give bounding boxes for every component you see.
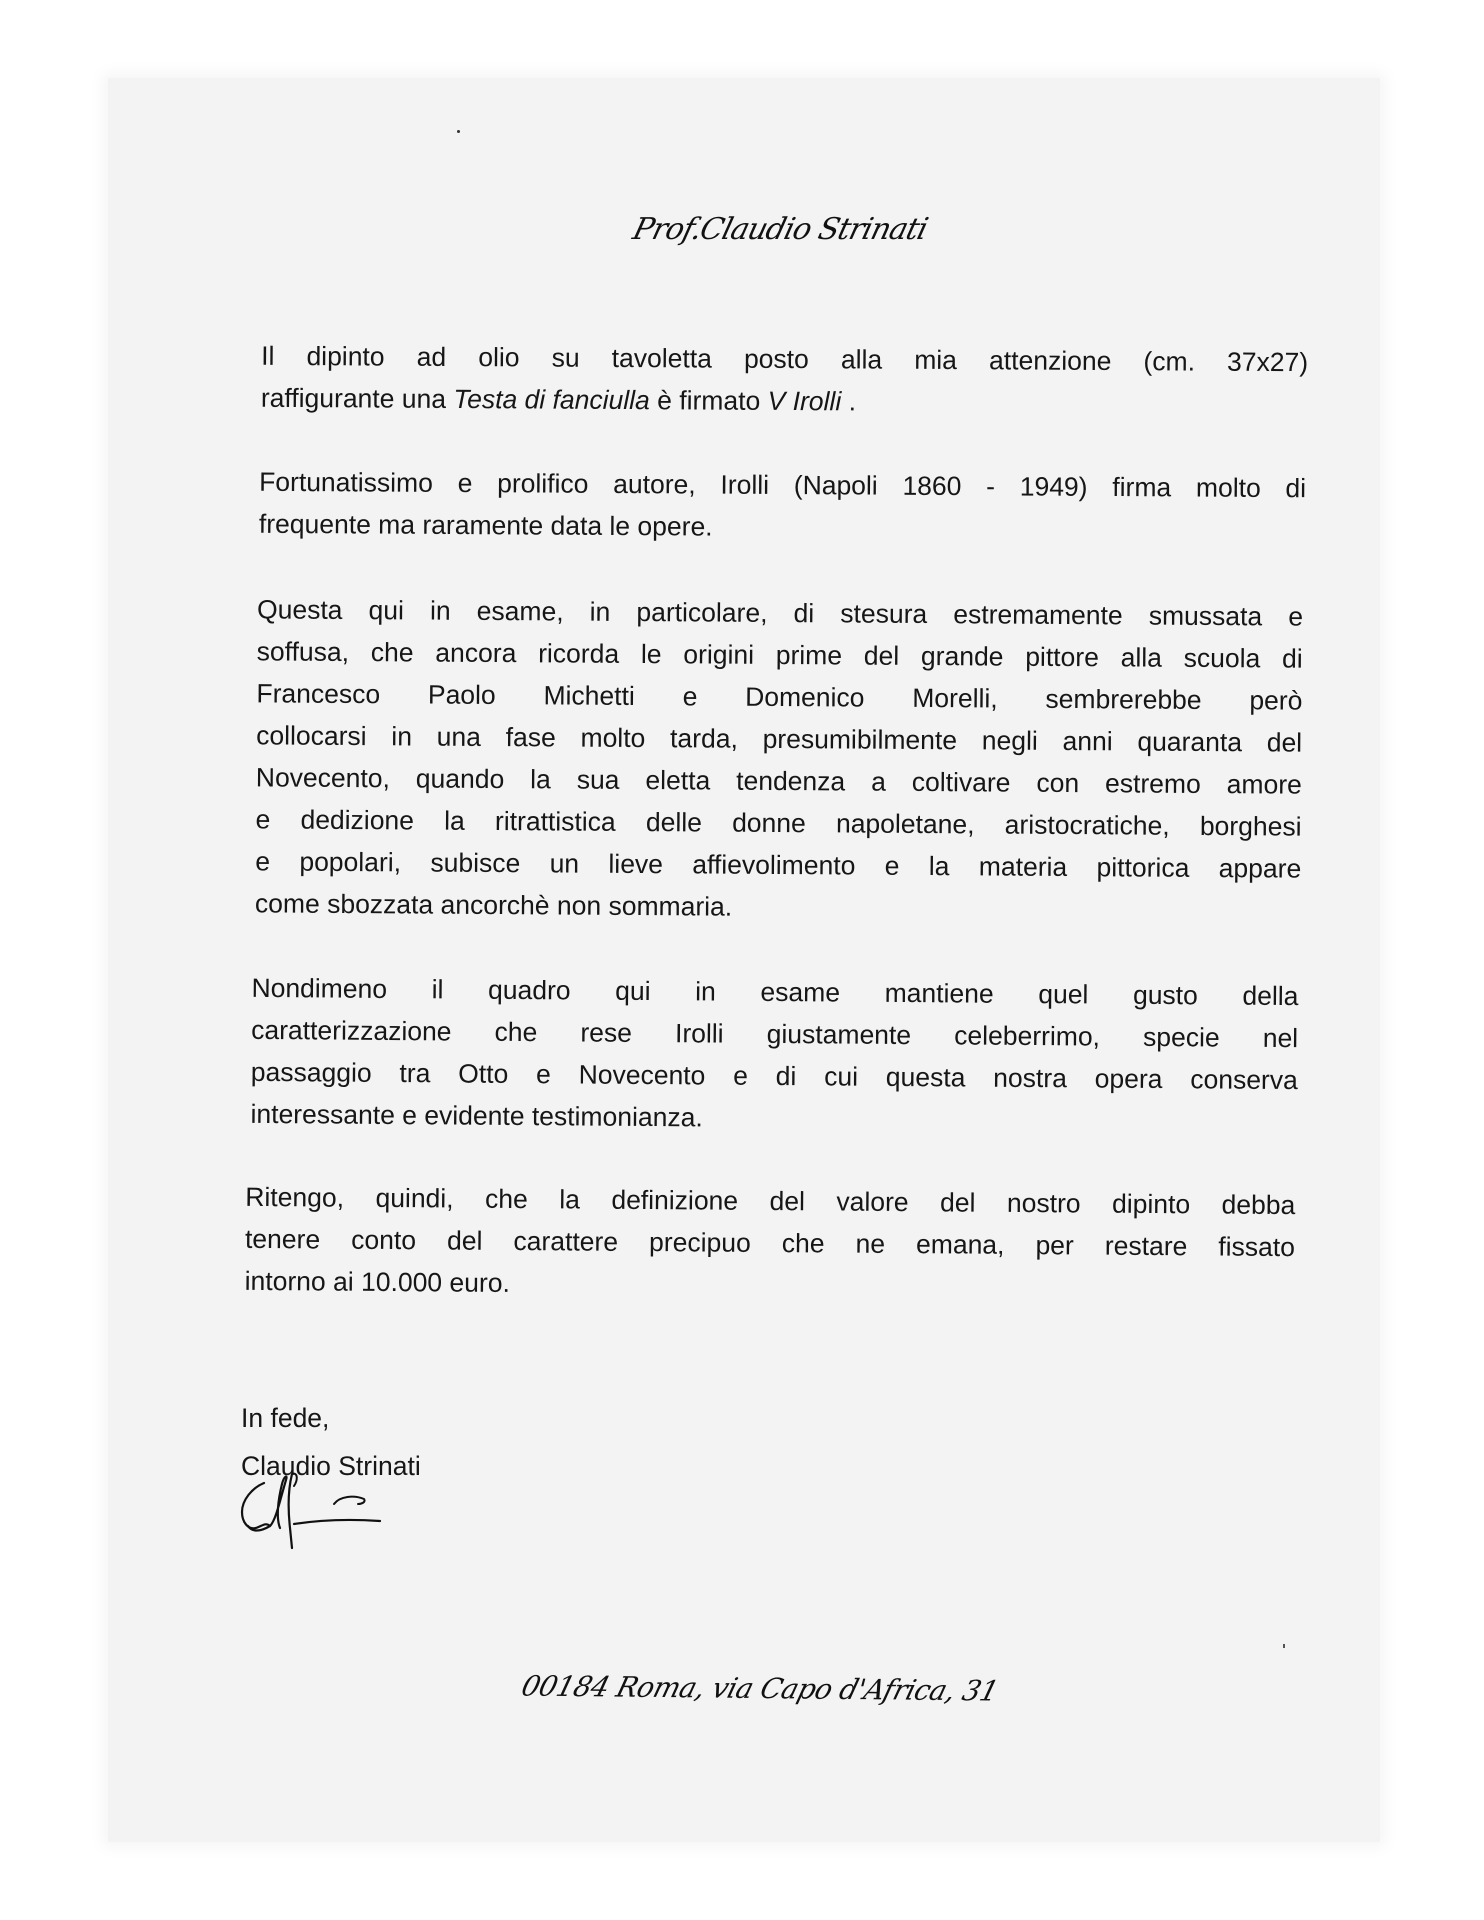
paragraph-line: passaggio tra Otto e Novecento e di cui questa nostra opera conserva [250,1056,1298,1096]
handwritten-signature [230,1470,390,1560]
paragraph-line: Il dipinto ad olio su tavoletta posto alla mia attenzione (cm. 37x27) [261,340,1309,378]
paragraph-line: Francesco Paolo Michetti e Domenico Morelli, sembrerebbe però [256,678,1303,716]
signature-stroke [289,1474,292,1548]
paragraph-line: intorno ai 10.000 euro. [244,1265,510,1298]
paragraph-line: e popolari, subisce un lieve affievolimento e la materia pittorica appare [255,846,1302,884]
paragraph-5 [245,1176,1296,1310]
paragraph-line: collocarsi in una fase molto tarda, presumibilmente negli anni quaranta del [256,720,1303,758]
signer-name: Claudio Strinati [241,1451,421,1481]
signature-stroke [248,1477,287,1531]
text: è firmato [649,385,768,416]
artwork-title: Testa di fanciulla [453,383,650,416]
signature-stroke [242,1483,270,1528]
letterhead-title: Prof.Claudio Strinati [629,212,931,247]
text: raffigurante una [260,382,454,414]
paragraph-line: caratterizzazione che rese Irolli giustamente celeberrimo, specie nel [251,1014,1299,1054]
artist-signature-name: V Irolli [767,385,842,417]
paragraph-line: come sbozzata ancorchè non sommaria. [254,888,733,922]
paragraph-line: Questa qui in esame, in particolare, di stesura estremamente smussata e [256,594,1304,632]
paragraph-line: frequente ma raramente data le opere. [258,508,713,542]
paragraph-3 [255,588,1303,931]
text: . [841,386,857,417]
paragraph-line [261,377,1308,425]
paragraph-line: Novecento, quando la sua eletta tendenza a coltivare con estremo amore [255,762,1302,800]
paragraph-line: Ritengo, quindi, che la definizione del valore del nostro dipinto debba [245,1181,1296,1221]
signature-stroke [334,1497,365,1504]
paragraph-1 [261,335,1308,425]
letterhead-address: 00184 Roma, via Capo d'Africa, 31 [518,1669,1002,1708]
paragraph-line: soffusa, che ancora ricorda le origini prime del grande pittore alla scuola di [256,636,1303,674]
paragraph-line: interessante e evidente testimonianza. [250,1098,703,1133]
scan-speck [457,130,460,133]
paragraph-line: Nondimeno il quadro qui in esame mantiene quel gusto della [251,972,1299,1012]
scan-speck [1283,1644,1285,1648]
paragraph-line: tenere conto del carattere precipuo che ne emana, per restare fissato [244,1223,1296,1263]
paragraph-2 [259,461,1306,551]
paragraph-4 [250,967,1298,1143]
paragraph-line: e dedizione la ritrattistica delle donne napoletane, aristocratiche, borghesi [255,804,1302,842]
paragraph-line: Fortunatissimo e prolifico autore, Irolli (Napoli 1860 - 1949) firma molto di [259,466,1307,504]
signature-stroke [294,1520,380,1524]
salutation: In fede, [241,1403,330,1433]
